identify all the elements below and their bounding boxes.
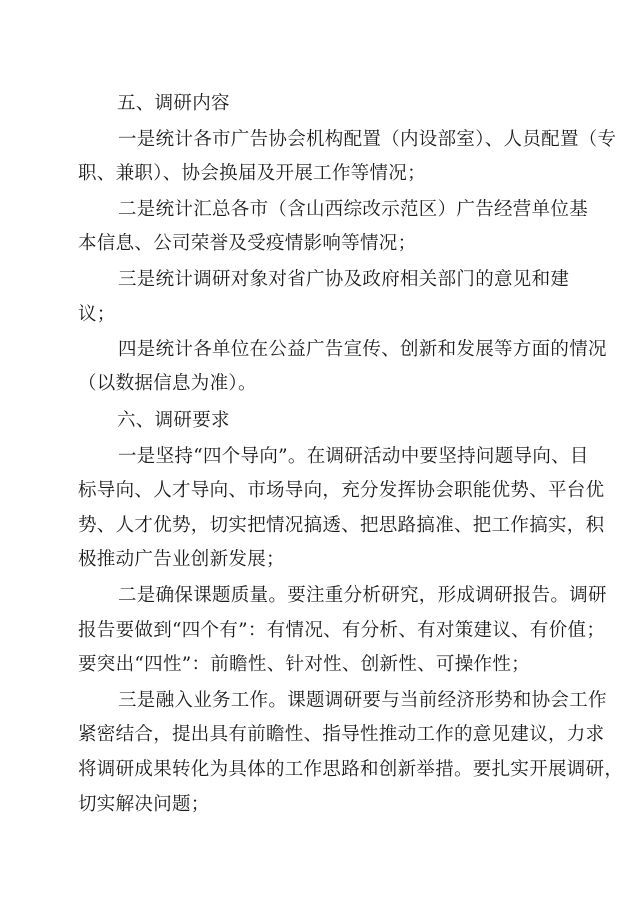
paragraph-line: 将调研成果转化为具体的工作思路和创新举措。要扎实开展调研， bbox=[78, 759, 624, 780]
paragraph-line: 三是融入业务工作。课题调研要与当前经济形势和协会工作 bbox=[118, 690, 607, 711]
paragraph-line: 紧密结合，提出具有前瞻性、指导性推动工作的意见建议，力求 bbox=[78, 724, 605, 745]
paragraph-line: 报告要做到“四个有”：有情况、有分析、有对策建议、有价值； bbox=[78, 620, 606, 641]
paragraph-line: 一是统计各市广告协会机构配置（内设部室）、人员配置（专 bbox=[118, 129, 617, 150]
section-heading-research-content: 五、调研内容 bbox=[117, 93, 230, 114]
paragraph-line: 职、兼职）、协会换届及开展工作等情况； bbox=[78, 163, 426, 184]
paragraph-line: 议； bbox=[78, 304, 116, 325]
paragraph-line: 切实解决问题； bbox=[78, 794, 210, 815]
paragraph-line: （以数据信息为准）。 bbox=[78, 373, 257, 394]
paragraph-line: 一是坚持“四个导向”。在调研活动中要坚持问题导向、目 bbox=[118, 446, 589, 467]
paragraph-line: 要突出“四性”：前瞻性、针对性、创新性、可操作性； bbox=[78, 654, 530, 675]
paragraph-line: 四是统计各单位在公益广告宣传、创新和发展等方面的情况 bbox=[118, 339, 607, 360]
paragraph-line: 极推动广告业创新发展； bbox=[78, 549, 285, 570]
paragraph-line: 二是确保课题质量。要注重分析研究，形成调研报告。调研 bbox=[118, 585, 607, 606]
paragraph-line: 本信息、公司荣誉及受疫情影响等情况； bbox=[78, 233, 417, 254]
paragraph-line: 标导向、人才导向、市场导向，充分发挥协会职能优势、平台优 bbox=[78, 480, 605, 501]
paragraph-line: 三是统计调研对象对省广协及政府相关部门的意见和建 bbox=[118, 269, 570, 290]
paragraph-line: 二是统计汇总各市（含山西综改示范区）广告经营单位基 bbox=[118, 199, 589, 220]
section-heading-research-requirements: 六、调研要求 bbox=[117, 410, 230, 431]
paragraph-line: 势、人才优势，切实把情况搞透、把思路搞准、把工作搞实，积 bbox=[78, 515, 605, 536]
